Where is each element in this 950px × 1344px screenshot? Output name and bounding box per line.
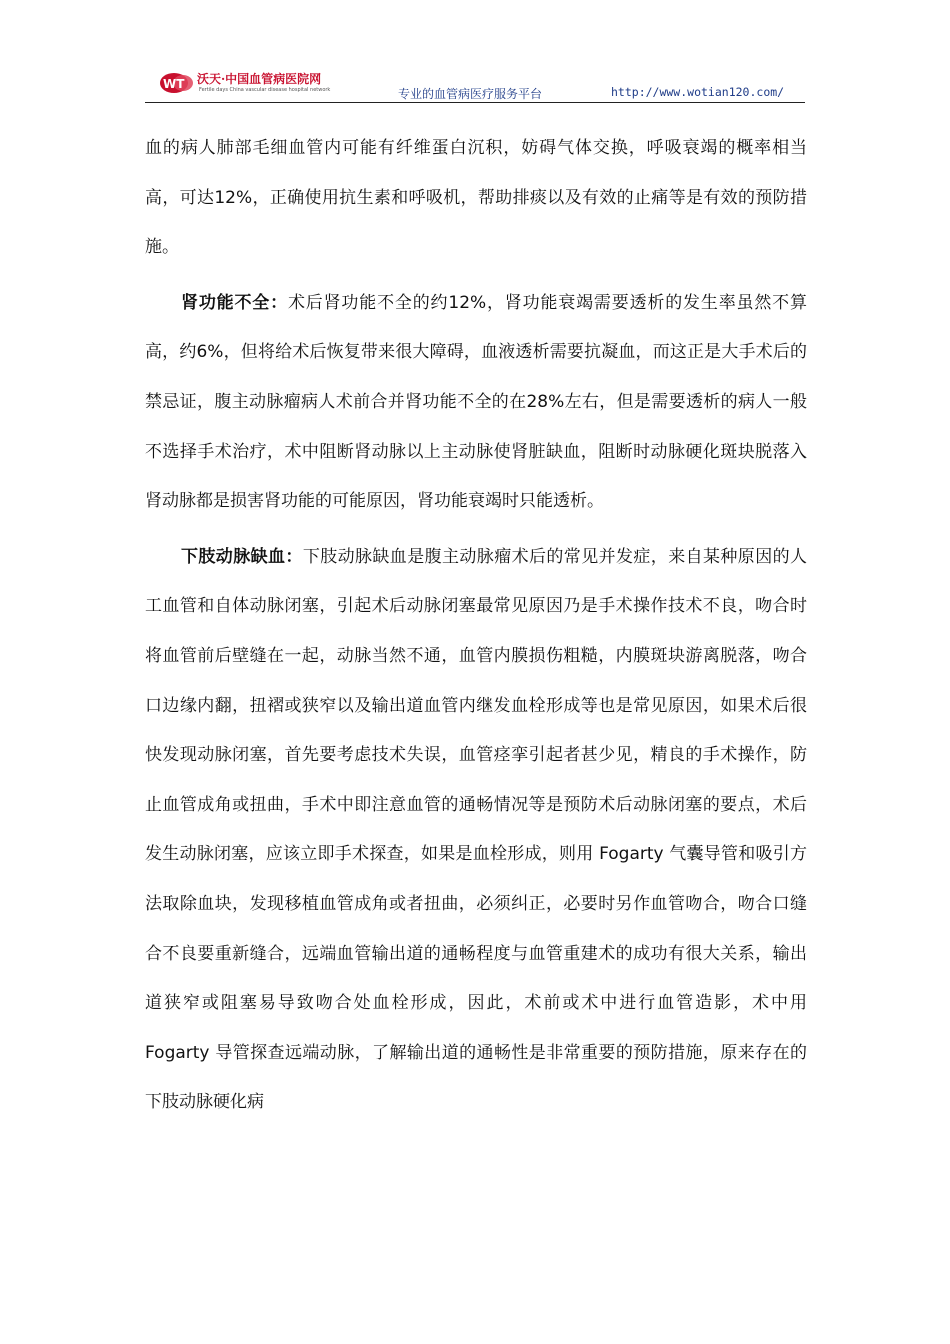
paragraph-respiratory bbox=[145, 124, 807, 273]
paragraph-term: 肾功能不全： bbox=[181, 292, 288, 313]
page-header bbox=[145, 60, 805, 103]
site-url-link[interactable]: http://www.wotian120.com/ bbox=[611, 85, 785, 99]
logo-mark-icon bbox=[159, 72, 195, 94]
paragraph-text: 血的病人肺部毛细血管内可能有纤维蛋白沉积，妨碍气体交换，呼吸衰竭的概率相当高，可达12%，正确使用抗生素和呼吸机，帮助排痰以及有效的止痛等是有效的预防措施。 bbox=[145, 138, 807, 258]
paragraph-term: 下肢动脉缺血： bbox=[181, 546, 303, 567]
paragraph-limb-ischemia bbox=[145, 533, 807, 1128]
site-logo[interactable] bbox=[159, 68, 349, 98]
paragraph-text: 术后肾功能不全的约12%，肾功能衰竭需要透析的发生率虽然不算高，约6%，但将给术后恢复带来很大障碍，血液透析需要抗凝血，而这正是大手术后的禁忌证，腹主动脉瘤病人术前合并肾功能不全的在28%左右，但是需要透析的病人一般不选择手术治疗，术中阻断肾动脉以上主动脉使肾脏缺血，阻断时动脉硬化斑块脱落入肾动脉都是损害肾功能的可能原因，肾功能衰竭时只能透析。 bbox=[145, 292, 807, 512]
svg-text:WT: WT bbox=[163, 77, 185, 91]
article-body bbox=[145, 124, 807, 1128]
paragraph-renal-insufficiency bbox=[145, 279, 807, 527]
platform-slogan: 专业的血管病医疗服务平台 bbox=[398, 87, 543, 101]
logo-title: 沃天·中国血管病医院网 bbox=[197, 72, 322, 86]
paragraph-text: 下肢动脉缺血是腹主动脉瘤术后的常见并发症，来自某种原因的人工血管和自体动脉闭塞，引起术后动脉闭塞最常见原因乃是手术操作技术不良，吻合时将血管前后壁缝在一起，动脉当然不通，血管内膜损伤粗糙，内膜斑块游离脱落，吻合口边缘内翻，扭褶或狭窄以及输出道血管内继发血栓形成等也是常见原因，如果术后很快发现动脉闭塞，首先要考虑技术失误，血管痉挛引起者甚少见，精良的手术操作，防止血管成角或扭曲，手术中即注意血管的通畅情况等是预防术后动脉闭塞的要点，术后发生动脉闭塞，应该立即手术探查，如果是血栓形成，则用 Fogarty 气囊导管和吸引方法取除血块，发现移植血管成角或者扭曲，必须纠正，必要时另作血管吻合，吻合口缝合不良要重新缝合，远端血管输出道的通畅程度与血管重建术的成功有很大关系，输出道狭窄或阻塞易导致吻合处血栓形成，因此，术前或术中进行血管造影，术中用 Fogarty 导管探查远端动脉，了解输出道的通畅性是非常重要的预防措施，原来存在的下肢动脉硬化病 bbox=[145, 546, 808, 1113]
logo-subtitle: Fertile days China vascular disease hospital network bbox=[199, 87, 331, 93]
